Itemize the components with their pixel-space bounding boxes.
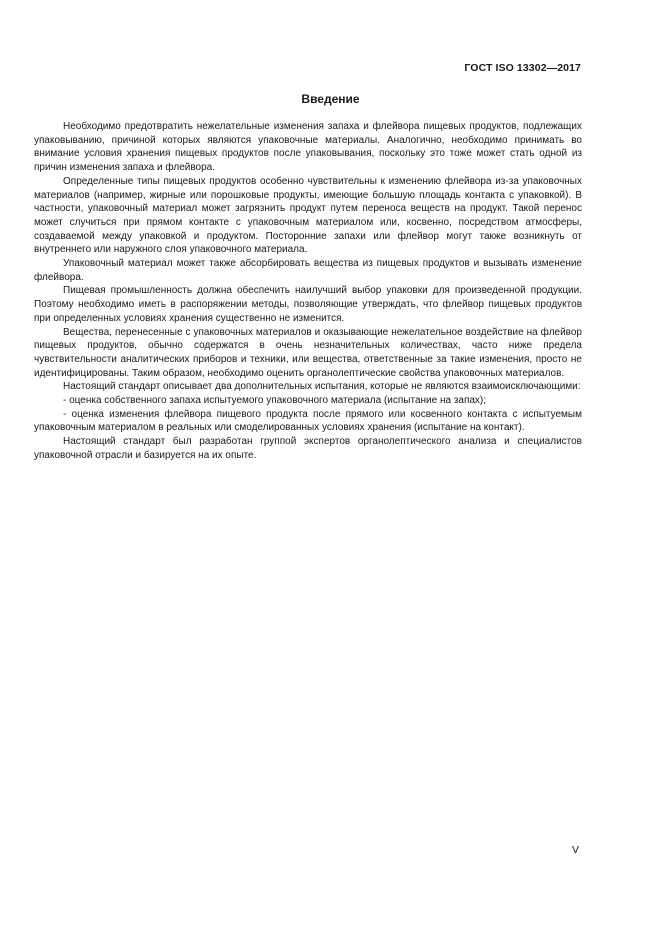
paragraph: Необходимо предотвратить нежелательные изменения запаха и флейвора пищевых продуктов, подлежащих упаковыванию, причиной которых являются упаковочные материалы. Аналогично, необходимо принимать во внимание условия хранения пищевых продуктов после упаковывания, поскольку это тоже может стать одной из причин изменения запаха и флейвора. xyxy=(34,121,582,174)
paragraph: Упаковочный материал может также абсорбировать вещества из пищевых продуктов и вызывать изменение флейвора. xyxy=(34,258,582,283)
page-number: V xyxy=(571,844,579,856)
paragraph: Вещества, перенесенные с упаковочных материалов и оказывающие нежелательное воздействие на флейвор пищевых продуктов, обычно содержатся в очень незначительных количествах, часто ниже предела чувствительности аналитических приборов и техники, или вещества, ответственные за такие изменения, просто не идентифицированы. Таким образом, необходимо оценить органолептические свойства упаковочных материалов. xyxy=(34,326,582,379)
section-body xyxy=(34,120,582,463)
paragraph: Настоящий стандарт описывает два дополнительных испытания, которые не являются взаимоисключающими: xyxy=(63,381,581,393)
section-title: Введение xyxy=(301,92,360,106)
standard-header: ГОСТ ISO 13302—2017 xyxy=(464,62,581,74)
paragraph: Определенные типы пищевых продуктов особенно чувствительны к изменению флейвора из-за упаковочных материалов (например, жирные или порошковые продукты, имеющие большую площадь контакта с упаковкой). В частности, упаковочный материал может загрязнить продукт путем переноса веществ на продукт. Такой перенос может случиться при прямом контакте с упаковочным материалом или, косвенно, посредством атмосферы, создаваемой между упаковкой и продуктом. Посторонние запахи или флейвор могут также возникнуть от внутреннего или наружного слоя упаковочного материала. xyxy=(34,175,582,256)
list-item: - оценка собственного запаха испытуемого упаковочного материала (испытание на запах); xyxy=(63,395,487,407)
paragraph: Настоящий стандарт был разработан группой экспертов органолептического анализа и специалистов упаковочной отрасли и базируется на их опыте. xyxy=(34,436,582,461)
list-item: - оценка изменения флейвора пищевого продукта после прямого или косвенного контакта с испытуемым упаковочным материалом в реальных или смоделированных условиях хранения (испытание на контакт). xyxy=(34,408,582,434)
paragraph: Пищевая промышленность должна обеспечить наилучший выбор упаковки для произведенной продукции. Поэтому необходимо иметь в распоряжении методы, позволяющие утверждать, что флейвор пищевых продуктов при определенных условиях хранения существенно не изменится. xyxy=(34,285,582,324)
